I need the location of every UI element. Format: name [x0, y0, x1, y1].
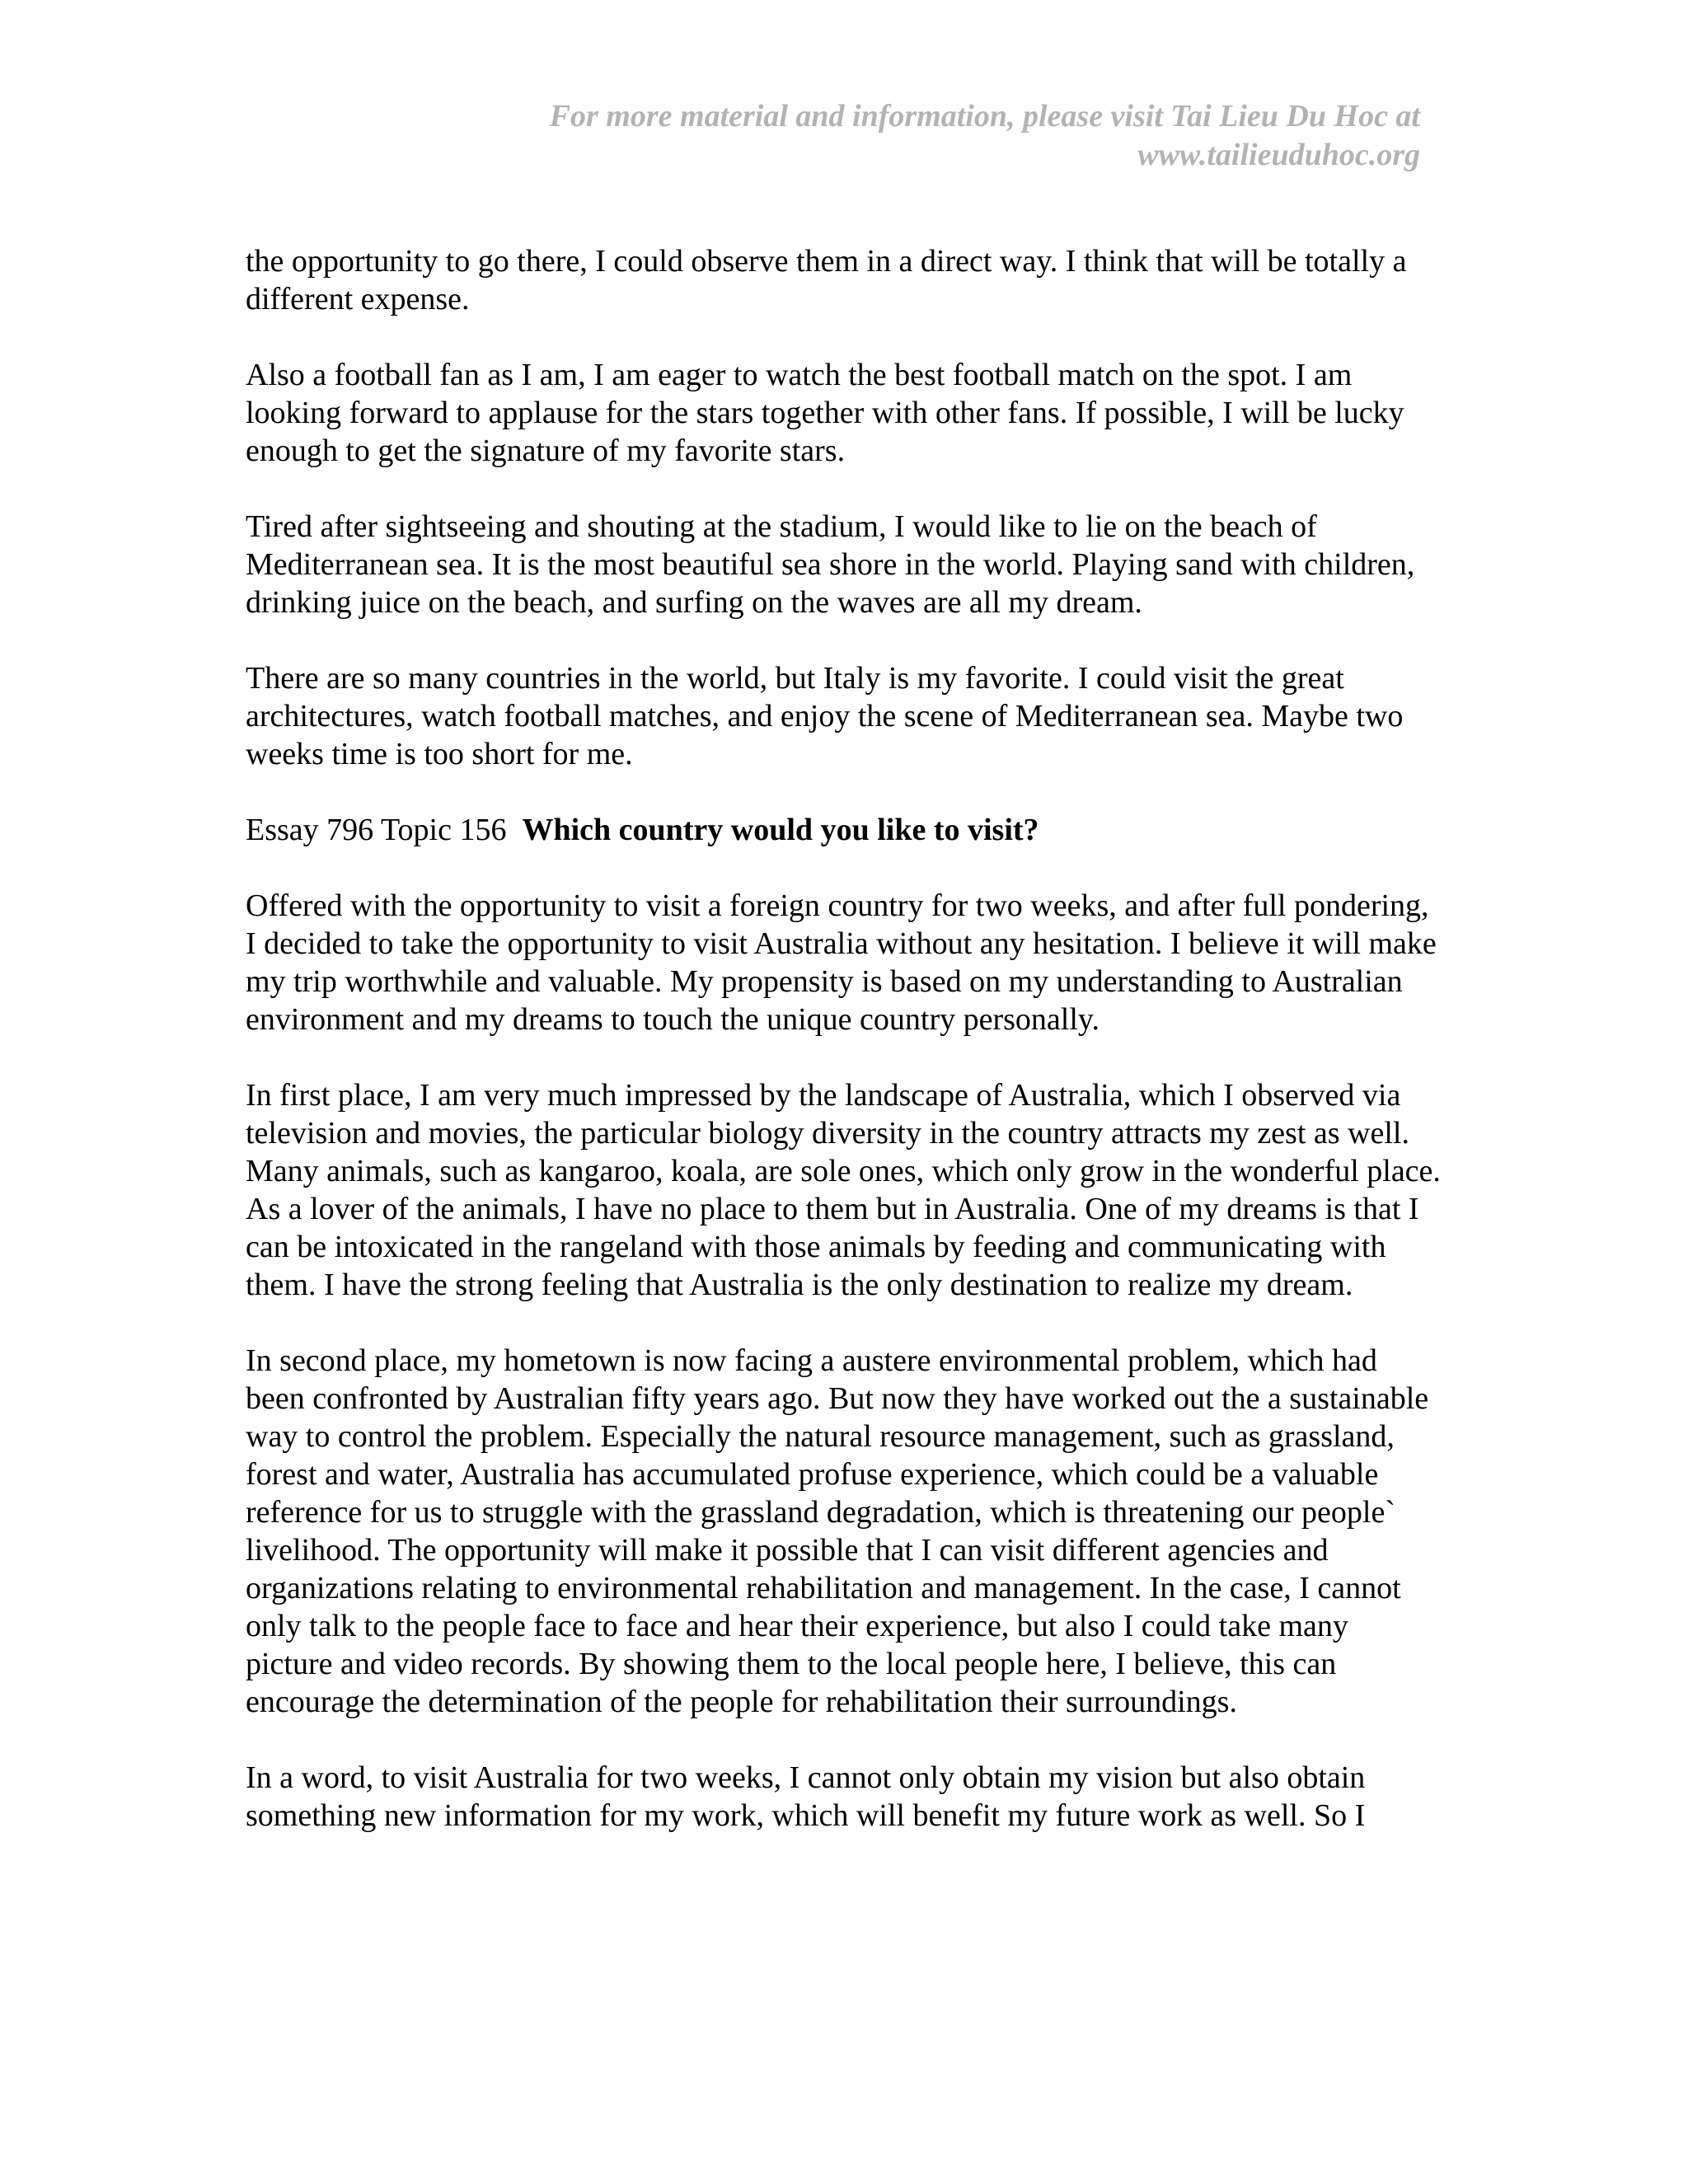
- paragraph: There are so many countries in the world, but Italy is my favorite. I could visit the great architectures, watch football matches, and enjoy the scene of Mediterranean sea. Maybe two weeks time is too short for me.: [246, 661, 1404, 771]
- header-website: www.tailieuduhoc.org: [1137, 138, 1420, 172]
- essay-heading: [246, 811, 1441, 849]
- page-header: [266, 97, 1420, 175]
- paragraph: In second place, my hometown is now facing a austere environmental problem, which had been confronted by Australian fifty years ago. But now they have worked out the a sustainable way to control the problem. Especially the natural resource management, such as grassland, forest and water, Australia has accumulated profuse experience, which could be a valuable reference for us to struggle with the grassland degradation, which is threatening our people` livelihood. The opportunity will make it possible that I can visit different agencies and organizations relating to environmental rehabilitation and management. In the case, I cannot only talk to the people face to face and hear their experience, but also I could take many picture and video records. By showing them to the local people here, I believe, this can encourage the determination of the people for rehabilitation their surroundings.: [246, 1343, 1429, 1719]
- essay-topic-title: Which country would you like to visit?: [522, 813, 1039, 847]
- paragraph: Also a football fan as I am, I am eager to watch the best football match on the spot. I am looking forward to applause for the stars together with other fans. If possible, I will be lucky enough to get the signature of my favorite stars.: [246, 358, 1404, 468]
- paragraph: In a word, to visit Australia for two weeks, I cannot only obtain my vision but also obtain something new information for my work, which will benefit my future work as well. So I: [246, 1760, 1366, 1833]
- paragraph: the opportunity to go there, I could observe them in a direct way. I think that will be totally a different expense.: [246, 244, 1407, 316]
- paragraph: Offered with the opportunity to visit a foreign country for two weeks, and after full pondering, I decided to take the opportunity to visit Australia without any hesitation. I believe it will make my trip worthwhile and valuable. My propensity is based on my understanding to Australian environment and my dreams to touch the unique country personally.: [246, 888, 1437, 1037]
- paragraph: In first place, I am very much impressed by the landscape of Australia, which I observed via television and movies, the particular biology diversity in the country attracts my zest as well. Many animals, such as kangaroo, koala, are sole ones, which only grow in the wonderful place. As a lover of the animals, I have no place to them but in Australia. One of my dreams is that I can be intoxicated in the rangeland with those animals by feeding and communicating with them. I have the strong feeling that Australia is the only destination to realize my dream.: [246, 1078, 1441, 1302]
- document-body: [246, 242, 1441, 1872]
- header-line-1: For more material and information, please visit Tai Lieu Du Hoc at: [549, 99, 1420, 134]
- essay-label: Essay 796 Topic 156: [246, 813, 507, 847]
- paragraph: Tired after sightseeing and shouting at the stadium, I would like to lie on the beach of Mediterranean sea. It is the most beautiful sea shore in the world. Playing sand with children, drinking juice on the beach, and surfing on the waves are all my dream.: [246, 509, 1415, 620]
